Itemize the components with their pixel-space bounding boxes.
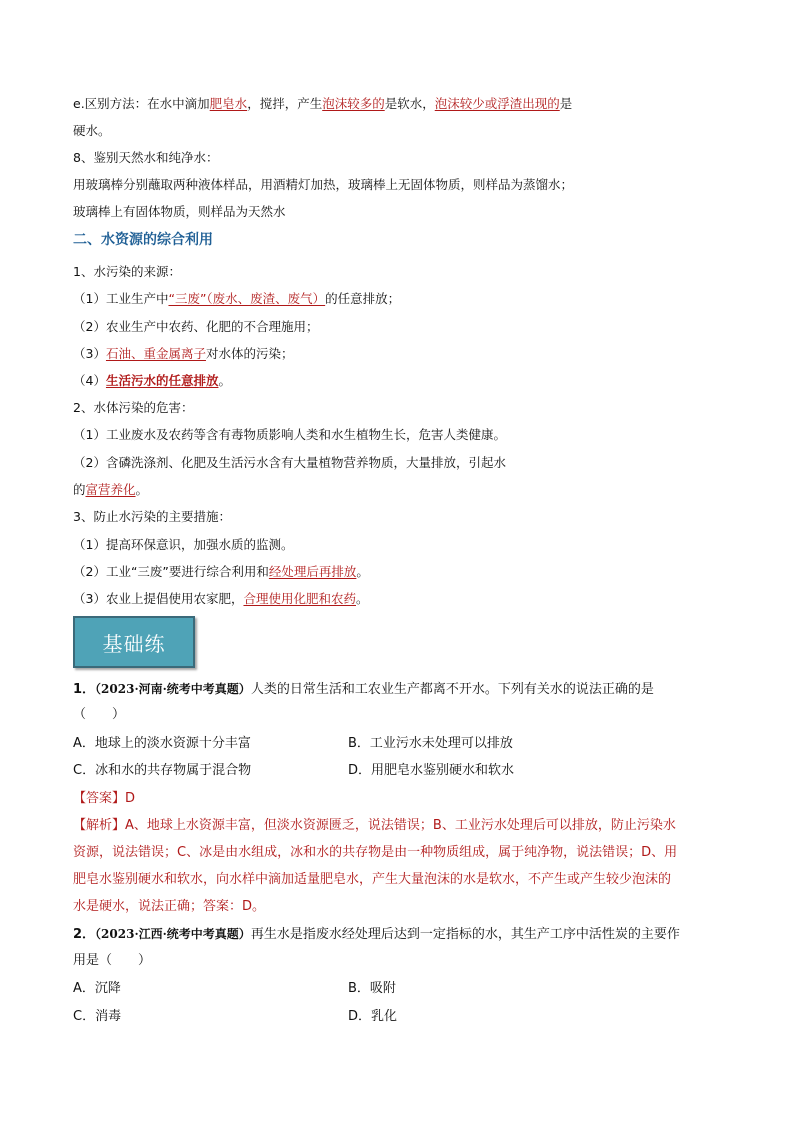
note-e-soft: 是软水， bbox=[384, 96, 435, 111]
q2-option-b: B．吸附 bbox=[348, 981, 396, 996]
q2-number: 2． bbox=[73, 927, 96, 942]
s2-item2-cont bbox=[73, 481, 148, 499]
s2-item2-cont-suffix: 。 bbox=[135, 482, 149, 497]
q1-analysis-text1: A、地球上水资源丰富，但淡水资源匮乏，说法错误；B、工业污水处理后可以排放，防止污染水 bbox=[125, 818, 676, 833]
s1-item4-highlight: 生活污水的任意排放 bbox=[105, 373, 219, 388]
q1-analysis-line4: 水是硬水，说法正确；答案：D。 bbox=[73, 899, 266, 914]
q2-stem-text: 再生水是指废水经处理后达到一定指标的水，其生产工序中活性炭的主要作 bbox=[250, 927, 680, 942]
s3-item3-prefix: （3）农业上提倡使用农家肥， bbox=[73, 591, 244, 606]
s1-item4-prefix: （4） bbox=[73, 373, 106, 388]
s3-item3-highlight: 合理使用化肥和农药 bbox=[243, 591, 356, 606]
s2-title: 2、水体污染的危害： bbox=[73, 400, 194, 415]
q1-answer-value: D bbox=[125, 791, 136, 806]
s3-item3 bbox=[73, 590, 369, 608]
q1-stem bbox=[73, 680, 654, 699]
q1-option-d: D．用肥皂水鉴别硬水和软水 bbox=[348, 763, 515, 778]
q1-analysis-label: 【解析】 bbox=[73, 818, 126, 833]
q2-source: （2023·江西·统考中考真题） bbox=[95, 927, 251, 941]
s3-item1: （1）提高环保意识，加强水质的监测。 bbox=[73, 537, 294, 552]
q2-stem-cont: 用是（ ） bbox=[73, 953, 152, 968]
note-e-soap: 肥皂水 bbox=[209, 96, 248, 111]
practice-badge-label: 基础练 bbox=[102, 631, 166, 656]
q1-answer-label: 【答案】 bbox=[73, 791, 126, 806]
note-8-title: 8、鉴别天然水和纯净水： bbox=[73, 150, 219, 165]
s1-item3-prefix: （3） bbox=[73, 346, 106, 361]
q1-number: 1． bbox=[73, 682, 96, 697]
note-e-is: 是 bbox=[559, 96, 573, 111]
practice-badge bbox=[73, 616, 195, 668]
s2-item1: （1）工业废水及农药等含有毒物质影响人类和水生植物生长，危害人类健康。 bbox=[73, 427, 506, 442]
s3-item2-prefix: （2）工业“三废”要进行综合利用和 bbox=[73, 564, 269, 579]
s1-item2: （2）农业生产中农药、化肥的不合理施用； bbox=[73, 319, 319, 334]
note-e-prefix: e.区别方法：在水中滴加 bbox=[73, 96, 210, 111]
q2-option-a: A．沉降 bbox=[73, 981, 121, 996]
note-8-line1: 用玻璃棒分别蘸取两种液体样品，用酒精灯加热，玻璃棒上无固体物质，则样品为蒸馏水； bbox=[73, 177, 574, 192]
s1-item3-highlight: 石油、重金属离子 bbox=[105, 346, 206, 361]
note-e-mid: ，搅拌，产生 bbox=[247, 96, 323, 111]
q1-option-a: A．地球上的淡水资源十分丰富 bbox=[73, 736, 251, 751]
s1-item1-prefix: （1）工业生产中 bbox=[73, 291, 169, 306]
s3-item2 bbox=[73, 563, 369, 581]
s2-item2-cont-prefix: 的 bbox=[73, 482, 86, 497]
q2-option-c: C．消毒 bbox=[73, 1009, 122, 1024]
q2-stem bbox=[73, 925, 680, 944]
s3-item3-suffix: 。 bbox=[355, 591, 369, 606]
s3-item2-suffix: 。 bbox=[356, 564, 369, 579]
q1-option-c: C．冰和水的共存物属于混合物 bbox=[73, 763, 252, 778]
q1-option-b: B．工业污水未处理可以排放 bbox=[348, 736, 513, 751]
s1-item3-suffix: 对水体的污染； bbox=[205, 346, 294, 361]
s1-title: 1、水污染的来源： bbox=[73, 264, 181, 279]
s3-item2-highlight: 经处理后再排放 bbox=[268, 564, 357, 579]
s1-item4 bbox=[73, 372, 231, 390]
s1-item3 bbox=[73, 345, 293, 363]
note-e-hard: 硬水。 bbox=[73, 123, 111, 138]
q1-analysis-line2: 资源，说法错误；C、冰是由水组成，冰和水的共存物是由一种物质组成，属于纯净物，说法错误；D、用 bbox=[73, 845, 678, 860]
q1-stem-text: 人类的日常生活和工农业生产都离不开水。下列有关水的说法正确的是 bbox=[250, 682, 654, 697]
s1-item1 bbox=[73, 290, 400, 308]
q1-blank: （ ） bbox=[73, 707, 126, 722]
s1-item4-suffix: 。 bbox=[218, 373, 231, 388]
note-e-line bbox=[73, 95, 572, 113]
q1-analysis-line3: 肥皂水鉴别硬水和软水，向水样中滴加适量肥皂水，产生大量泡沫的水是软水，不产生或产生较少泡沫的 bbox=[73, 872, 672, 887]
note-e-foam-more: 泡沫较多的 bbox=[322, 96, 385, 111]
s2-item2: （2）含磷洗涤剂、化肥及生活污水含有大量植物营养物质，大量排放，引起水 bbox=[73, 455, 506, 470]
q1-analysis-line1 bbox=[73, 817, 676, 835]
section-heading: 二、水资源的综合利用 bbox=[73, 232, 213, 248]
q2-option-d: D．乳化 bbox=[348, 1009, 398, 1024]
s1-item1-suffix: 的任意排放； bbox=[325, 291, 401, 306]
note-e-foam-less: 泡沫较少或浮渣出现的 bbox=[434, 96, 560, 111]
q1-source: （2023·河南·统考中考真题） bbox=[95, 682, 251, 696]
q1-answer bbox=[73, 790, 135, 808]
s1-item1-highlight: “三废”（废水、废渣、废气） bbox=[168, 291, 326, 306]
s3-title: 3、防止水污染的主要措施： bbox=[73, 509, 231, 524]
note-8-line2: 玻璃棒上有固体物质，则样品为天然水 bbox=[73, 204, 286, 219]
s2-item2-highlight: 富营养化 bbox=[85, 482, 136, 497]
